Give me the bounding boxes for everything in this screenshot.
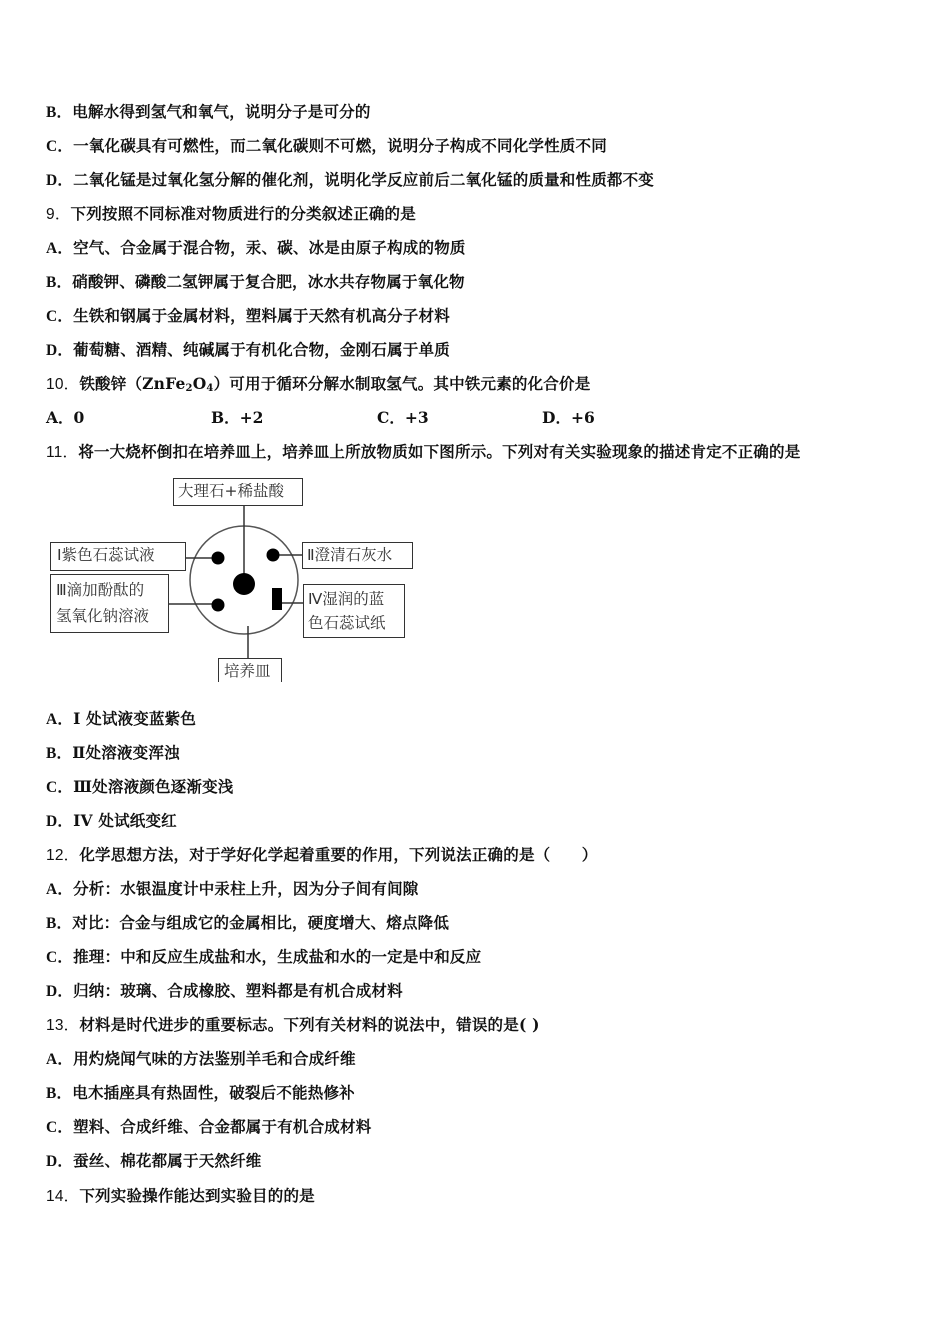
label-line: Ⅳ湿润的蓝 [308,590,385,608]
q10-stem [46,374,590,399]
label-line: Ⅲ滴加酚酞的 [56,581,145,599]
option-text: 一氧化碳具有可燃性，而二氧化碳则不可燃，说明分子构成不同化学性质不同 [73,136,607,155]
q10-option-d [542,408,595,428]
q11-option-c [46,777,233,798]
q8-option-b [46,102,371,123]
question-text: 材料是时代进步的重要标志。下列有关材料的说法中，错误的是( ) [79,1015,540,1034]
option-text: 硝酸钾、磷酸二氢钾属于复合肥，冰水共存物属于氧化物 [72,272,465,291]
question-text: 将一大烧杯倒扣在培养皿上，培养皿上所放物质如下图所示。下列对有关实验现象的描述肯定不正确的是 [78,442,801,461]
option-text: 分析：水银温度计中汞柱上升，因为分子间有间隙 [73,879,419,898]
q8-option-d [46,170,654,191]
question-text: 化学思想方法，对于学好化学起着重要的作用，下列说法正确的是（ ） [79,845,598,864]
q11-option-b [46,743,180,764]
label-ii-limewater: Ⅱ澄清石灰水 [302,542,413,569]
option-text: 二氧化锰是过氧化氢分解的催化剂，说明化学反应前后二氧化锰的质量和性质都不变 [73,170,654,189]
q9-option-c [46,306,450,327]
option-text: +6 [570,408,595,427]
option-letter: B． [46,745,73,762]
option-letter: D． [542,408,571,427]
q12-option-a [46,879,419,900]
q9-option-d [46,340,450,361]
option-text: +2 [239,408,264,427]
option-text: 塑料、合成纤维、合金都属于有机合成材料 [73,1117,372,1136]
q14-stem [46,1186,315,1207]
option-letter: C． [377,408,405,427]
question-text-after: ）可用于循环分解水制取氢气。其中铁元素的化合价是 [213,374,591,393]
option-text: 葡萄糖、酒精、纯碱属于有机化合物，金刚石属于单质 [73,340,450,359]
option-letter: A． [46,240,74,257]
option-text: 0 [73,408,85,427]
q9-option-b [46,272,465,293]
label-marble-dilute-hcl: 大理石+稀盐酸 [173,478,303,506]
question-text-before: 铁酸锌（ZnFe [79,374,186,393]
q9-stem [46,204,416,225]
option-letter: D． [46,813,74,830]
option-letter: C． [46,1119,74,1136]
question-number: 11． [46,444,79,461]
q11-stem [46,442,800,463]
option-letter: A． [46,711,74,728]
label-line: 色石蕊试纸 [308,614,386,632]
option-letter: B． [211,408,240,427]
q13-stem [46,1015,540,1036]
option-letter: D． [46,342,74,359]
q12-option-d [46,981,403,1002]
question-number: 13． [46,1017,80,1034]
option-text: 蚕丝、棉花都属于天然纤维 [73,1151,262,1170]
option-letter: C． [46,779,74,796]
q9-option-a [46,238,466,259]
option-letter: C． [46,949,74,966]
option-text: 用灼烧闻气味的方法鉴别羊毛和合成纤维 [73,1049,356,1068]
option-text: +3 [404,408,429,427]
question-text-mid: O [192,374,207,393]
q13-option-c [46,1117,371,1138]
option-letter: B． [46,1085,73,1102]
q10-option-c [377,408,429,428]
option-text: 对比：合金与组成它的金属相比，硬度增大、熔点降低 [72,913,450,932]
q12-option-c [46,947,481,968]
label-line: 氢氧化钠溶液 [56,607,150,625]
subscript: 2 [185,383,193,394]
q12-option-b [46,913,449,934]
question-text: 下列实验操作能达到实验目的的是 [79,1186,315,1205]
q13-option-b [46,1083,355,1104]
option-letter: A． [46,1051,74,1068]
label-iv-blue-litmus-paper [303,584,405,638]
option-letter: B． [46,915,73,932]
q10-option-b [211,408,263,428]
q10-option-a [46,408,84,428]
option-text: 生铁和钢属于金属材料，塑料属于天然有机高分子材料 [73,306,450,325]
option-letter: C． [46,308,74,325]
question-number: 9． [46,206,71,223]
subscript: 4 [206,383,214,394]
q8-option-c [46,136,607,157]
option-text: 电木插座具有热固性，破裂后不能热修补 [72,1083,355,1102]
option-text: IV 处试纸变红 [73,811,177,830]
option-text: 归纳：玻璃、合成橡胶、塑料都是有机合成材料 [73,981,403,1000]
option-text: 空气、合金属于混合物，汞、碳、冰是由原子构成的物质 [73,238,466,257]
option-text: I 处试液变蓝紫色 [73,709,197,728]
question-number: 12． [46,847,80,864]
option-letter: C． [46,138,74,155]
option-letter: A． [46,408,74,427]
option-letter: D． [46,172,74,189]
option-text: 电解水得到氢气和氧气，说明分子是可分的 [72,102,371,121]
option-letter: A． [46,881,74,898]
option-text: Ⅱ处溶液变浑浊 [72,743,180,762]
option-letter: D． [46,983,74,1000]
q11-option-a [46,709,196,730]
label-petri-dish: 培养皿 [218,658,282,682]
question-number: 14． [46,1188,80,1205]
q10-options-row [46,408,746,428]
q11-option-d [46,811,177,832]
option-letter: B． [46,274,73,291]
option-letter: B． [46,104,73,121]
q13-option-d [46,1151,262,1172]
q13-option-a [46,1049,356,1070]
option-letter: D． [46,1153,74,1170]
option-text: Ⅲ处溶液颜色逐渐变浅 [73,777,234,796]
q12-stem [46,845,597,866]
label-i-litmus-solution: Ⅰ紫色石蕊试液 [50,542,186,571]
question-text: 下列按照不同标准对物质进行的分类叙述正确的是 [70,204,416,223]
label-iii-phenolphthalein-naoh [50,574,169,633]
option-text: 推理：中和反应生成盐和水，生成盐和水的一定是中和反应 [73,947,482,966]
question-number: 10． [46,376,80,393]
